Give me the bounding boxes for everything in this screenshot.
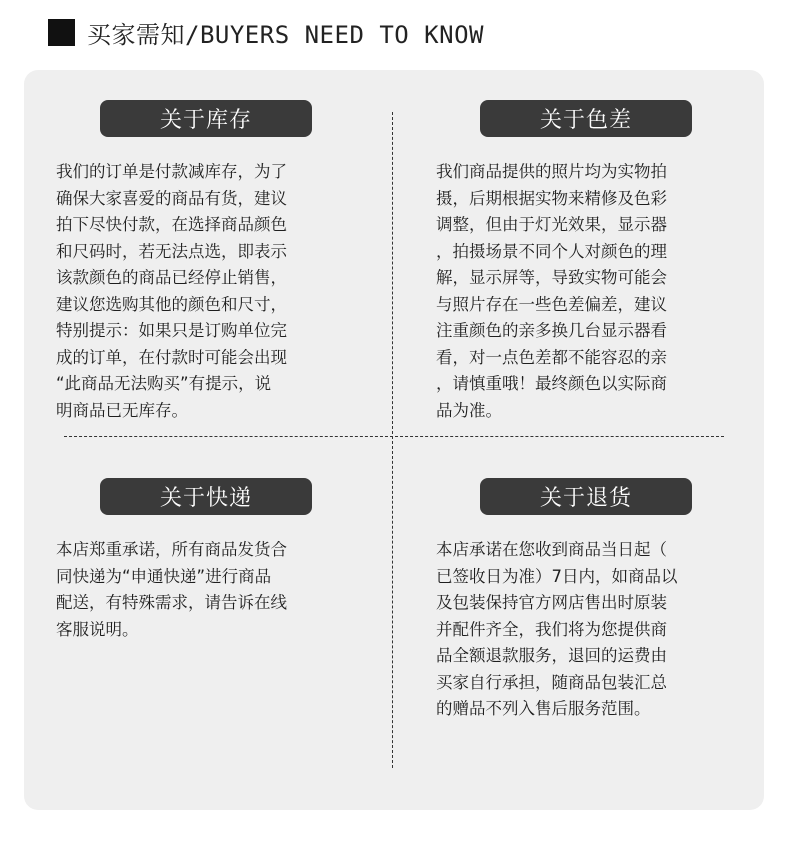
section-stock	[56, 100, 356, 424]
section-returns	[436, 478, 736, 723]
page-title: 买家需知/BUYERS NEED TO KNOW	[87, 20, 484, 49]
horizontal-divider	[64, 436, 724, 437]
section-shipping-title: 关于快递	[100, 478, 312, 515]
header-square-icon	[48, 19, 75, 46]
section-color-body: 我们商品提供的照片均为实物拍 摄，后期根据实物来精修及色彩 调整，但由于灯光效果，显示器 ，拍摄场景不同个人对颜色的理 解，显示屏等，导致实物可能会 与照片存在一些色差偏差，建议 注重颜色的亲多换几台显示器看 看，对一点色差都不能容忍的亲 ，请慎重哦！最终颜色以实际商 品为准。	[436, 162, 667, 420]
section-returns-body: 本店承诺在您收到商品当日起（ 已签收日为准）7日内，如商品以 及包装保持官方网店售出时原装 并配件齐全，我们将为您提供商 品全额退款服务，退回的运费由 买家自行承担，随商品包装汇总 的赠品不列入售后服务范围。	[436, 540, 678, 718]
info-panel	[24, 70, 764, 810]
section-shipping	[56, 478, 356, 643]
section-color-title: 关于色差	[480, 100, 692, 137]
section-shipping-body: 本店郑重承诺，所有商品发货合 同快递为“申通快递”进行商品 配送，有特殊需求，请告诉在线 客服说明。	[56, 540, 287, 639]
section-color	[436, 100, 736, 424]
section-stock-body: 我们的订单是付款减库存，为了 确保大家喜爱的商品有货，建议 拍下尽快付款，在选择商品颜色 和尺码时，若无法点选，即表示 该款颜色的商品已经停止销售， 建议您选购其他的颜色和尺寸， 特别提示：如果只是订购单位完 成的订单，在付款时可能会出现 “此商品无法购买”有提示，说 明商品已无库存。	[56, 162, 287, 420]
section-returns-title: 关于退货	[480, 478, 692, 515]
section-stock-title: 关于库存	[100, 100, 312, 137]
vertical-divider	[392, 112, 393, 768]
page-header	[48, 14, 484, 50]
